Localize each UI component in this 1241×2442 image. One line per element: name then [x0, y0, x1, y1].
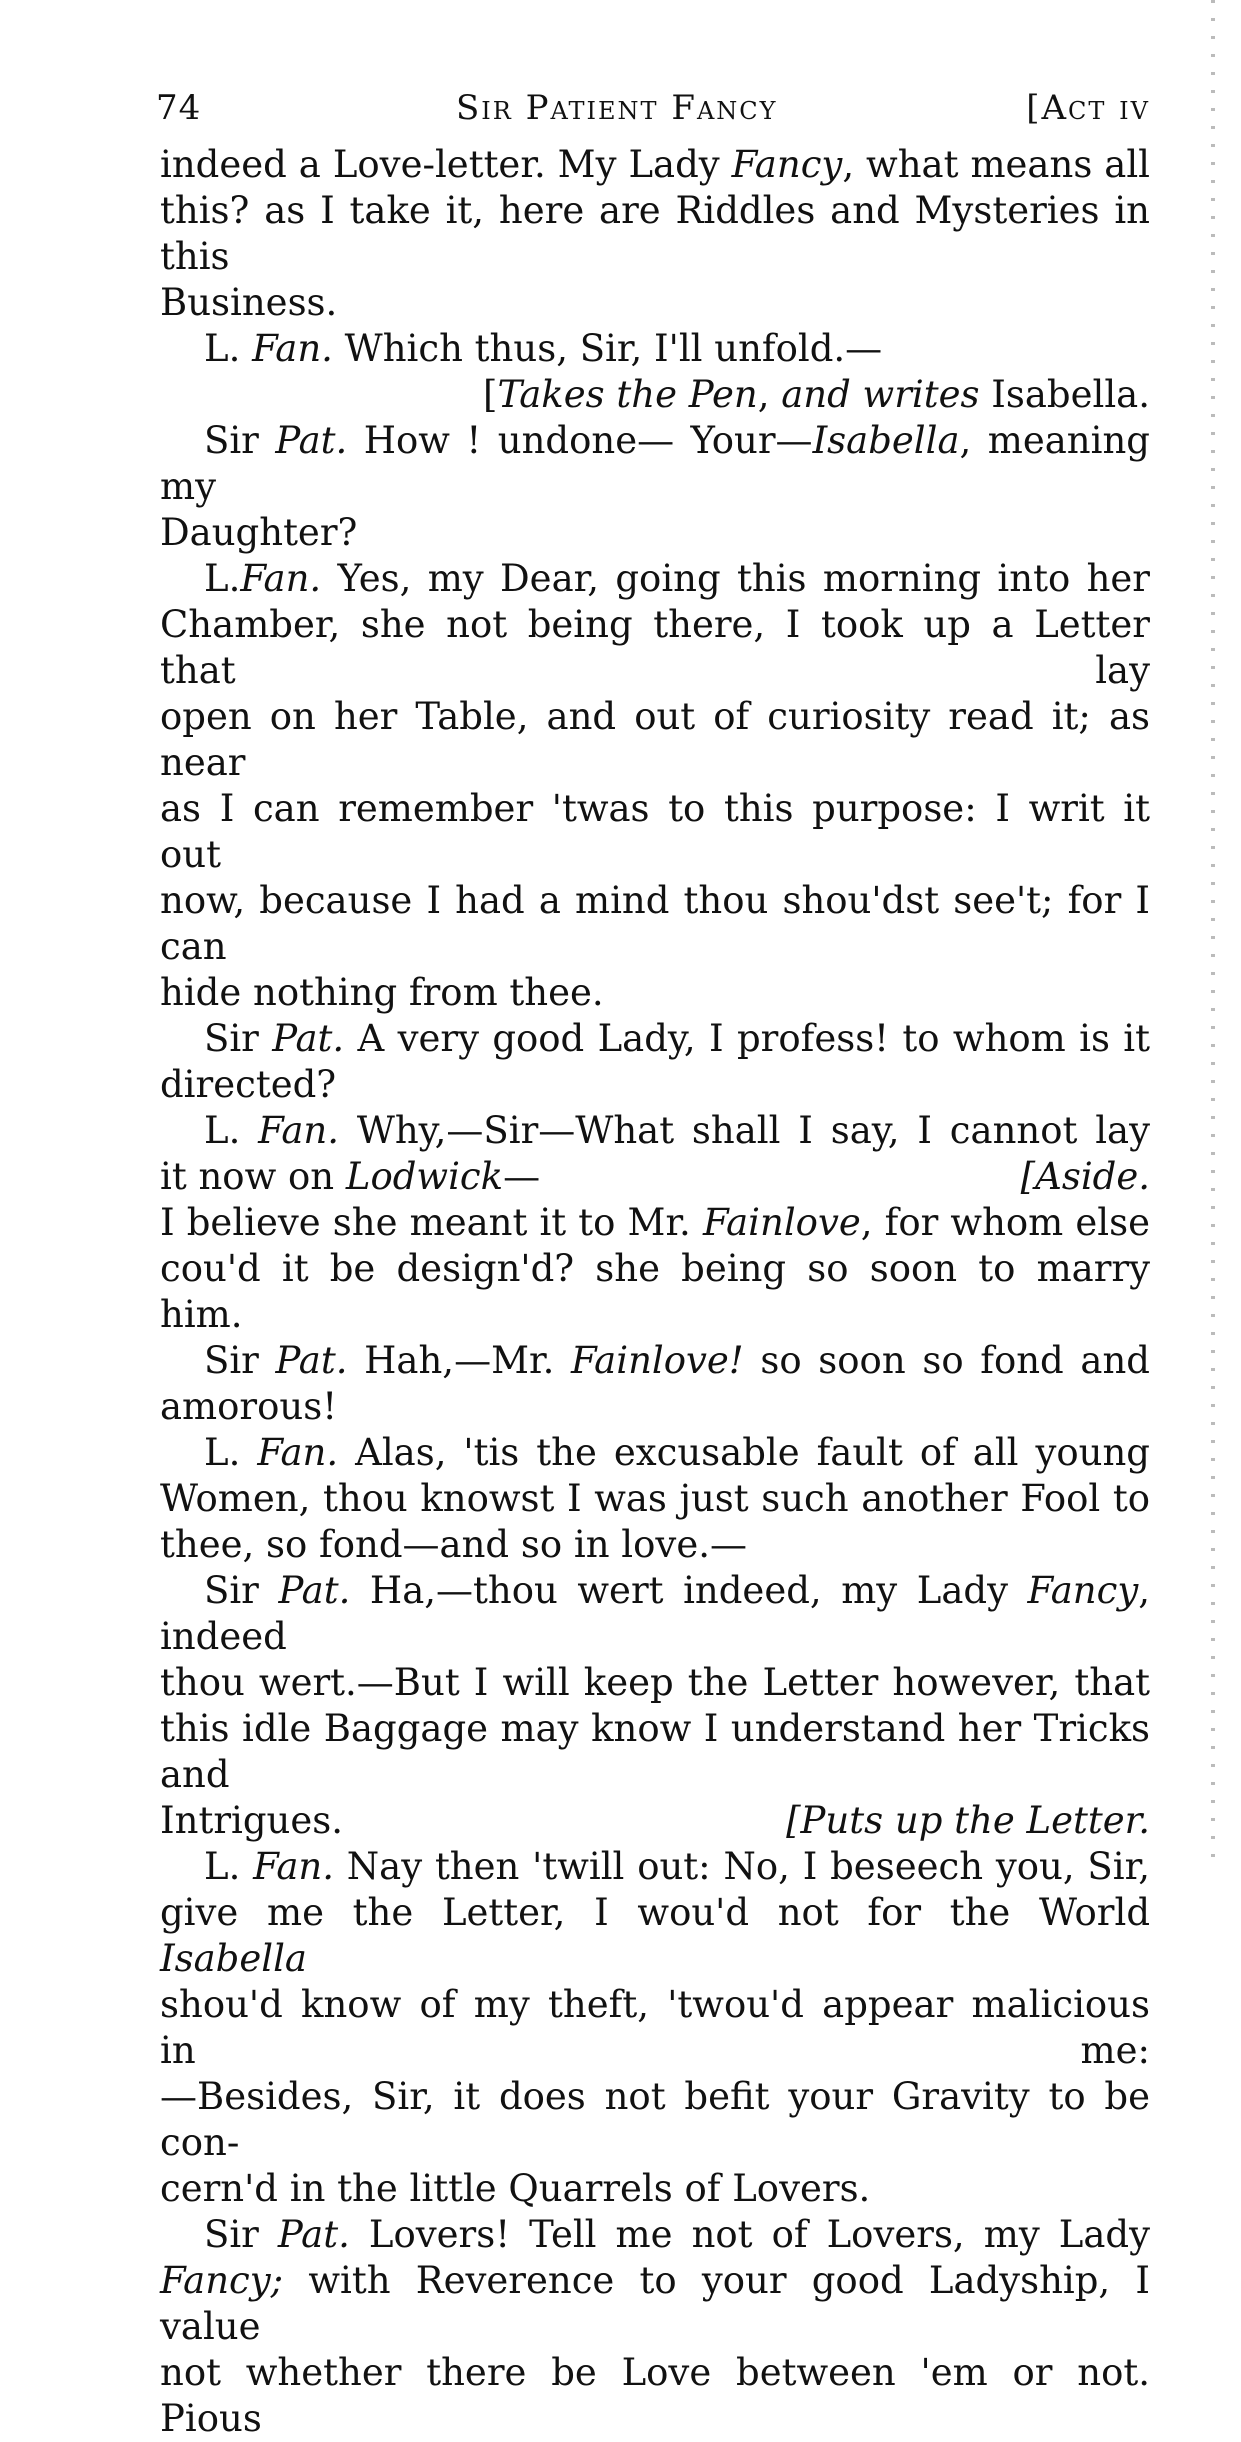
text-line: as I can remember 'twas to this purpose: I writ it out: [160, 787, 1150, 876]
text-line: give me the Letter, I wou'd not for the World Isabella: [160, 1891, 1150, 1980]
text-line: now, because I had a mind thou shou'dst see't; for I can: [160, 879, 1150, 968]
text-line: Chamber, she not being there, I took up a Letter that lay: [160, 603, 1150, 692]
text-line: shou'd know of my theft, 'twou'd appear malicious in me:: [160, 1983, 1150, 2072]
speech-lady-fancy: L. Fan. Nay then 'twill out: No, I beseech you, Sir,: [204, 1845, 1150, 1888]
speech-lady-fancy: L. Fan. Which thus, Sir, I'll unfold.—: [204, 327, 883, 370]
speech-lady-fancy: L.Fan. Yes, my Dear, going this morning into her: [204, 557, 1150, 600]
book-page: [156, 80, 1151, 2442]
speech-sir-patient: Sir Pat. Lovers! Tell me not of Lovers, my Lady: [204, 2213, 1150, 2256]
aside-direction: [Aside.: [1020, 1155, 1150, 1198]
page-number: 74: [156, 88, 202, 128]
text-line: Business.: [160, 281, 338, 324]
speech-sir-patient: Sir Pat. Hah,—Mr. Fainlove! so soon so fond and: [204, 1339, 1150, 1382]
text-line: not whether there be Love between 'em or not. Pious: [160, 2351, 1150, 2440]
speech-sir-patient: Sir Pat. Ha,—thou wert indeed, my Lady Fancy, indeed: [160, 1569, 1150, 1658]
text-line: directed?: [160, 1063, 337, 1106]
speech-sir-patient: Sir Pat. A very good Lady, I profess! to whom is it: [204, 1017, 1150, 1060]
body-text: [160, 142, 1150, 2442]
text-line: thee, so fond—and so in love.—: [160, 1523, 747, 1566]
speech-lady-fancy: L. Fan. Why,—Sir—What shall I say, I cannot lay: [204, 1109, 1151, 1152]
page-edge-shadow: [1211, 0, 1215, 1870]
speech-lady-fancy: L. Fan. Alas, 'tis the excusable fault of all young: [204, 1431, 1150, 1474]
running-title: Sir Patient Fancy: [456, 88, 778, 128]
text-line: —Besides, Sir, it does not befit your Gravity to be con-: [160, 2075, 1150, 2164]
text-line: Daughter?: [160, 511, 358, 554]
text-line: it now on Lodwick— [Aside.: [160, 1155, 1150, 1198]
text-line: I believe she meant it to Mr. Fainlove, for whom else: [160, 1201, 1150, 1244]
text-line: Women, thou knowst I was just such another Fool to: [160, 1477, 1150, 1520]
text-line: open on her Table, and out of curiosity read it; as near: [160, 695, 1150, 784]
text-line: hide nothing from thee.: [160, 971, 604, 1014]
text-line: Intrigues. [Puts up the Letter.: [160, 1799, 1150, 1842]
stage-direction: [Takes the Pen, and writes Isabella.: [483, 373, 1150, 416]
text-line: Fancy; with Reverence to your good Ladyship, I value: [160, 2259, 1150, 2348]
act-label: [Act iv: [1026, 88, 1150, 128]
stage-direction: [Puts up the Letter.: [786, 1799, 1150, 1842]
text-line: cern'd in the little Quarrels of Lovers.: [160, 2167, 871, 2210]
text-line: amorous!: [160, 1385, 338, 1428]
text-line: this? as I take it, here are Riddles and Mysteries in this: [160, 189, 1150, 278]
running-header: [156, 80, 1150, 142]
text-line: thou wert.—But I will keep the Letter however, that: [160, 1661, 1150, 1704]
text-line: indeed a Love-letter. My Lady Fancy, what means all: [160, 143, 1151, 186]
speech-sir-patient: Sir Pat. How ! undone— Your—Isabella, meaning my: [160, 419, 1150, 508]
text-line: this idle Baggage may know I understand her Tricks and: [160, 1707, 1150, 1796]
text-line: cou'd it be design'd? she being so soon to marry him.: [160, 1247, 1150, 1336]
